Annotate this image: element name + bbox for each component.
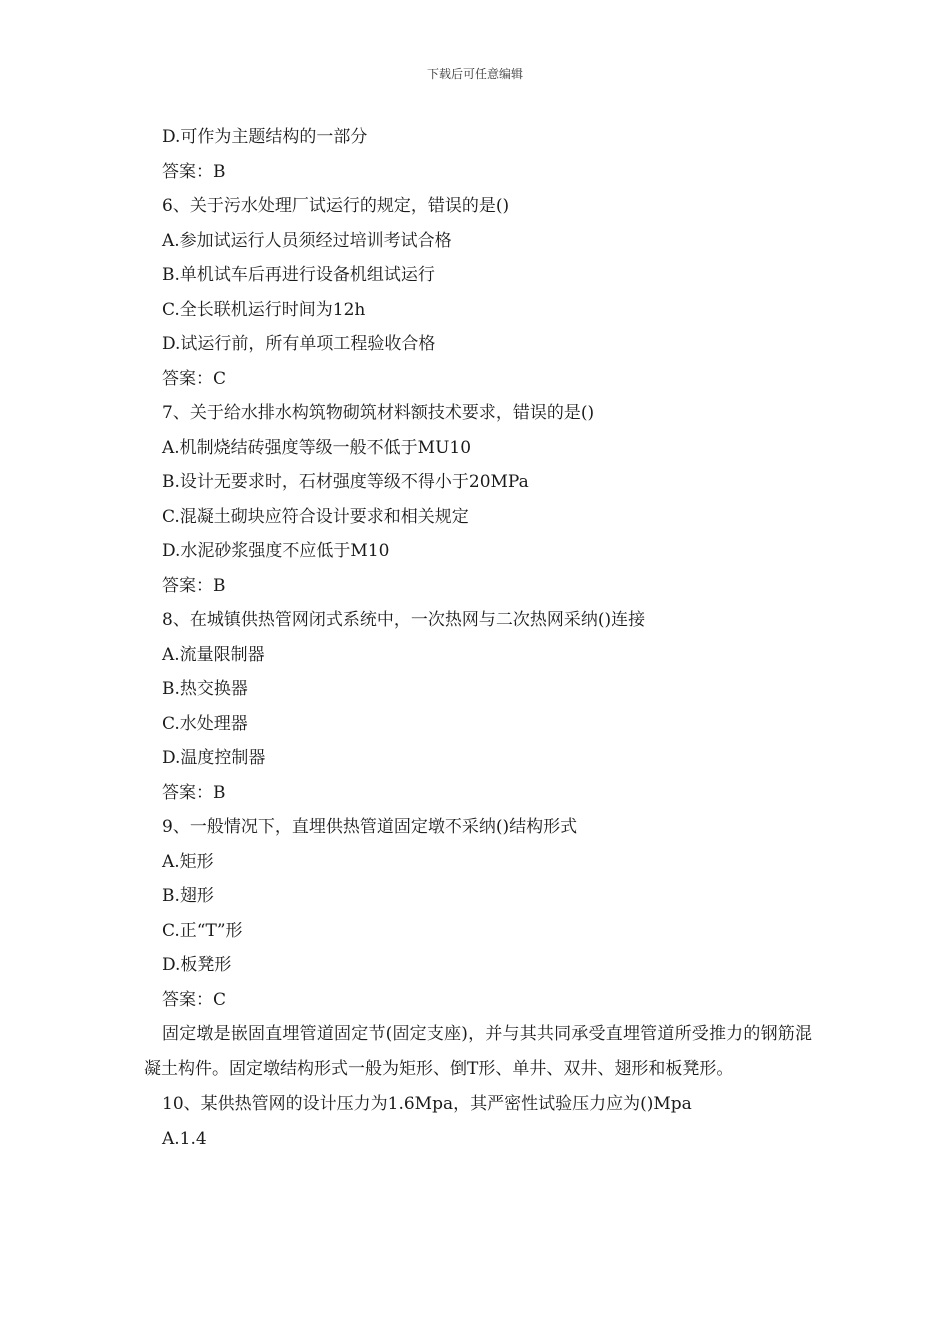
answer-line: 答案：B bbox=[162, 575, 226, 596]
answer-line: 答案：B bbox=[162, 161, 226, 182]
question-line: 10、某供热管网的设计压力为1.6Mpa，其严密性试验压力应为()Mpa bbox=[162, 1094, 692, 1114]
option-line: C.混凝土砌块应符合设计要求和相关规定 bbox=[162, 506, 469, 527]
option-line: A.1.4 bbox=[162, 1128, 207, 1149]
explanation-paragraph: 固定墩是嵌固直埋管道固定节(固定支座)，并与其共同承受直埋管道所受推力的钢筋混凝土构件。固定墩结构形式一般为矩形、倒T形、单井、双井、翅形和板凳形。 bbox=[144, 1024, 812, 1079]
option-line: C.全长联机运行时间为12h bbox=[162, 299, 366, 320]
option-line: D.水泥砂浆强度不应低于M10 bbox=[162, 541, 390, 561]
document-body bbox=[144, 120, 812, 1156]
option-line: D.可作为主题结构的一部分 bbox=[162, 127, 368, 147]
option-line: A.矩形 bbox=[162, 851, 214, 872]
question-line: 9、一般情况下，直埋供热管道固定墩不采纳()结构形式 bbox=[162, 817, 578, 837]
option-line: A.流量限制器 bbox=[162, 644, 265, 665]
answer-line: 答案：C bbox=[162, 368, 227, 389]
option-line: C.水处理器 bbox=[162, 713, 248, 734]
page-header: 下载后可任意编辑 bbox=[426, 67, 523, 81]
question-line: 7、关于给水排水构筑物砌筑材料额技术要求，错误的是() bbox=[162, 403, 595, 423]
option-line: D.板凳形 bbox=[162, 955, 232, 975]
option-line: B.单机试车后再进行设备机组试运行 bbox=[162, 265, 435, 285]
option-line: D.温度控制器 bbox=[162, 748, 266, 768]
option-line: D.试运行前，所有单项工程验收合格 bbox=[162, 334, 436, 354]
option-line: B.设计无要求时，石材强度等级不得小于20MPa bbox=[162, 472, 529, 492]
option-line: A.参加试运行人员须经过培训考试合格 bbox=[162, 230, 452, 251]
question-line: 8、在城镇供热管网闭式系统中，一次热网与二次热网采纳()连接 bbox=[162, 610, 646, 630]
option-line: B.翅形 bbox=[162, 886, 214, 906]
option-line: B.热交换器 bbox=[162, 679, 248, 699]
question-line: 6、关于污水处理厂试运行的规定，错误的是() bbox=[162, 196, 510, 216]
answer-line: 答案：C bbox=[162, 989, 227, 1010]
option-line: C.正“T”形 bbox=[162, 920, 243, 941]
answer-line: 答案：B bbox=[162, 782, 226, 803]
option-line: A.机制烧结砖强度等级一般不低于MU10 bbox=[162, 437, 472, 458]
